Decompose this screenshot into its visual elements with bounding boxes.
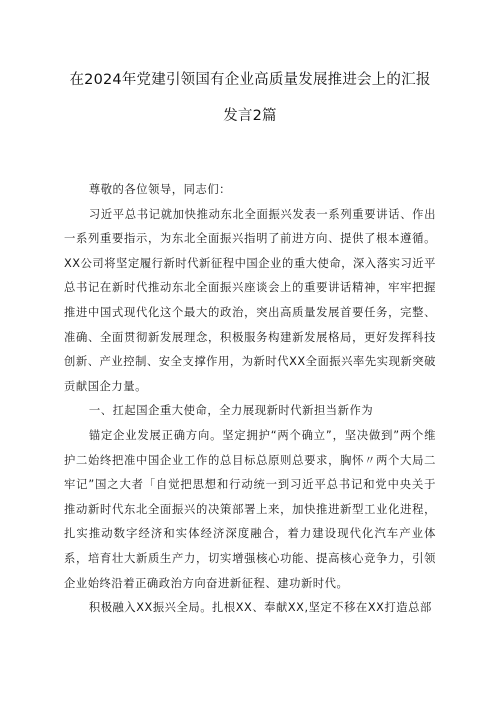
- body-paragraph: 锚定企业发展正确方向。坚定拥护“两个确立”，坚决做到”两个维护二始终把准中国企业工作的总目标总原则总要求，胸怀〃两个大局二牢记”国之大者「自觉把思想和行动统一到习近平总书记和党中央关于推动新时代东北全面振兴的决策部署上来，加快推进新型工业化进程，扎实推动数字经济和实体经济深度融合，着力建设现代化汽车产业体系，培育壮大新质生产力，切实增强核心功能、提高核心竞争力，引领企业始终沿着正确政治方向奋进新征程、建功新时代。: [64, 428, 436, 590]
- body-paragraph: 习近平总书记就加快推动东北全面振兴发表一系列重要讲话、作出一系列重要指示，为东北全面振兴指明了前进方向、提供了根本遵循。XX公司将坚定履行新时代新征程中国企业的重大使命，深入落实习近平总书记在新时代推动东北全面振兴座谈会上的重要讲话精神，牢牢把握推进中国式现代化这个最大的政治，突出高质量发展首要任务，完整、准确、全面贯彻新发展理念，积极服务构建新发展格局，更好发挥科技创新、产业控制、安全支撑作用，为新时代XX全面振兴率先实现新突破贡献国企力量。: [64, 207, 436, 393]
- section-heading: 一、扛起国企重大使命，全力展现新时代新担当新作为: [88, 404, 374, 418]
- document-body: [64, 178, 436, 621]
- salutation: 尊敬的各位领导，同志们：: [88, 183, 232, 196]
- body-paragraph: 积极融入XX振兴全局。扎根XX、奉献XX,坚定不移在XX打造总部: [88, 601, 432, 615]
- document-title-line2: 发言2篇: [223, 108, 277, 124]
- document-title-line1: 在2024年党建引领国有企业高质量发展推进会上的汇报: [69, 72, 431, 88]
